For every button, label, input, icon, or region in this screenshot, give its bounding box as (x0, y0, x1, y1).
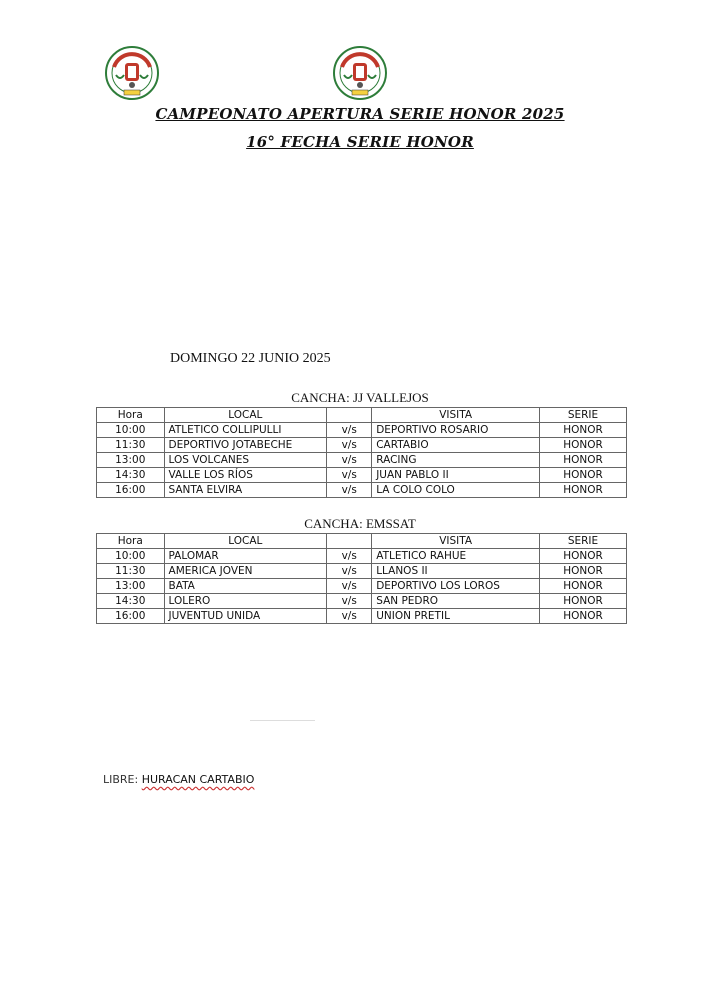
table-row (97, 564, 627, 579)
column-header-serie: SERIE (540, 408, 627, 423)
table-row (97, 438, 627, 453)
local-team: PALOMAR (164, 549, 327, 564)
visiting-team: SAN PEDRO (372, 594, 540, 609)
visiting-team: LLANOS II (372, 564, 540, 579)
fixture-table (96, 407, 627, 498)
table-header-row (97, 534, 627, 549)
visiting-team: JUAN PABLO II (372, 468, 540, 483)
match-time: 10:00 (97, 549, 165, 564)
serie-label: HONOR (540, 549, 627, 564)
column-header-vs (327, 534, 372, 549)
page-title: CAMPEONATO APERTURA SERIE HONOR 2025 (155, 105, 565, 123)
column-header-hora: Hora (97, 534, 165, 549)
serie-label: HONOR (540, 438, 627, 453)
table-row (97, 609, 627, 624)
local-team: BATA (164, 579, 327, 594)
match-time: 13:00 (97, 579, 165, 594)
serie-label: HONOR (540, 423, 627, 438)
column-header-vs (327, 408, 372, 423)
column-header-visita: VISITA (372, 408, 540, 423)
column-header-local: LOCAL (164, 408, 327, 423)
column-header-local: LOCAL (164, 534, 327, 549)
visiting-team: LA COLO COLO (372, 483, 540, 498)
serie-label: HONOR (540, 483, 627, 498)
local-team: JUVENTUD UNIDA (164, 609, 327, 624)
match-time: 10:00 (97, 423, 165, 438)
local-team: VALLE LOS RÍOS (164, 468, 327, 483)
match-time: 16:00 (97, 609, 165, 624)
column-header-visita: VISITA (372, 534, 540, 549)
column-header-serie: SERIE (540, 534, 627, 549)
versus-label: v/s (327, 483, 372, 498)
serie-label: HONOR (540, 564, 627, 579)
local-team: LOLERO (164, 594, 327, 609)
column-header-hora: Hora (97, 408, 165, 423)
match-time: 11:30 (97, 438, 165, 453)
versus-label: v/s (327, 423, 372, 438)
versus-label: v/s (327, 594, 372, 609)
versus-label: v/s (327, 579, 372, 594)
visiting-team: CARTABIO (372, 438, 540, 453)
serie-label: HONOR (540, 579, 627, 594)
association-crest-icon (104, 45, 160, 101)
serie-label: HONOR (540, 453, 627, 468)
table-header-row (97, 408, 627, 423)
table-row (97, 453, 627, 468)
match-date: DOMINGO 22 JUNIO 2025 (170, 351, 331, 366)
versus-label: v/s (327, 468, 372, 483)
bye-label: LIBRE: (103, 773, 142, 786)
table-row (97, 579, 627, 594)
local-team: AMERICA JOVEN (164, 564, 327, 579)
table-row (97, 423, 627, 438)
local-team: LOS VOLCANES (164, 453, 327, 468)
versus-label: v/s (327, 438, 372, 453)
versus-label: v/s (327, 609, 372, 624)
serie-label: HONOR (540, 468, 627, 483)
versus-label: v/s (327, 549, 372, 564)
visiting-team: DEPORTIVO ROSARIO (372, 423, 540, 438)
faint-mark (250, 720, 315, 721)
table-row (97, 483, 627, 498)
match-time: 14:30 (97, 594, 165, 609)
match-time: 16:00 (97, 483, 165, 498)
page-subtitle: 16° FECHA SERIE HONOR (246, 133, 474, 151)
match-time: 13:00 (97, 453, 165, 468)
local-team: ATLETICO COLLIPULLI (164, 423, 327, 438)
match-time: 11:30 (97, 564, 165, 579)
table-row (97, 549, 627, 564)
visiting-team: ATLETICO RAHUE (372, 549, 540, 564)
versus-label: v/s (327, 453, 372, 468)
association-crest-icon (332, 45, 388, 101)
visiting-team: UNION PRETIL (372, 609, 540, 624)
visiting-team: DEPORTIVO LOS LOROS (372, 579, 540, 594)
match-time: 14:30 (97, 468, 165, 483)
visiting-team: RACING (372, 453, 540, 468)
local-team: DEPORTIVO JOTABECHE (164, 438, 327, 453)
local-team: SANTA ELVIRA (164, 483, 327, 498)
venue-title: CANCHA: JJ VALLEJOS (291, 390, 429, 405)
venue-title: CANCHA: EMSSAT (304, 516, 416, 531)
versus-label: v/s (327, 564, 372, 579)
bye-team: HURACAN CARTABIO (141, 773, 255, 786)
serie-label: HONOR (540, 609, 627, 624)
fixture-table (96, 533, 627, 624)
table-row (97, 594, 627, 609)
serie-label: HONOR (540, 594, 627, 609)
bye-team-note (103, 773, 254, 786)
table-row (97, 468, 627, 483)
